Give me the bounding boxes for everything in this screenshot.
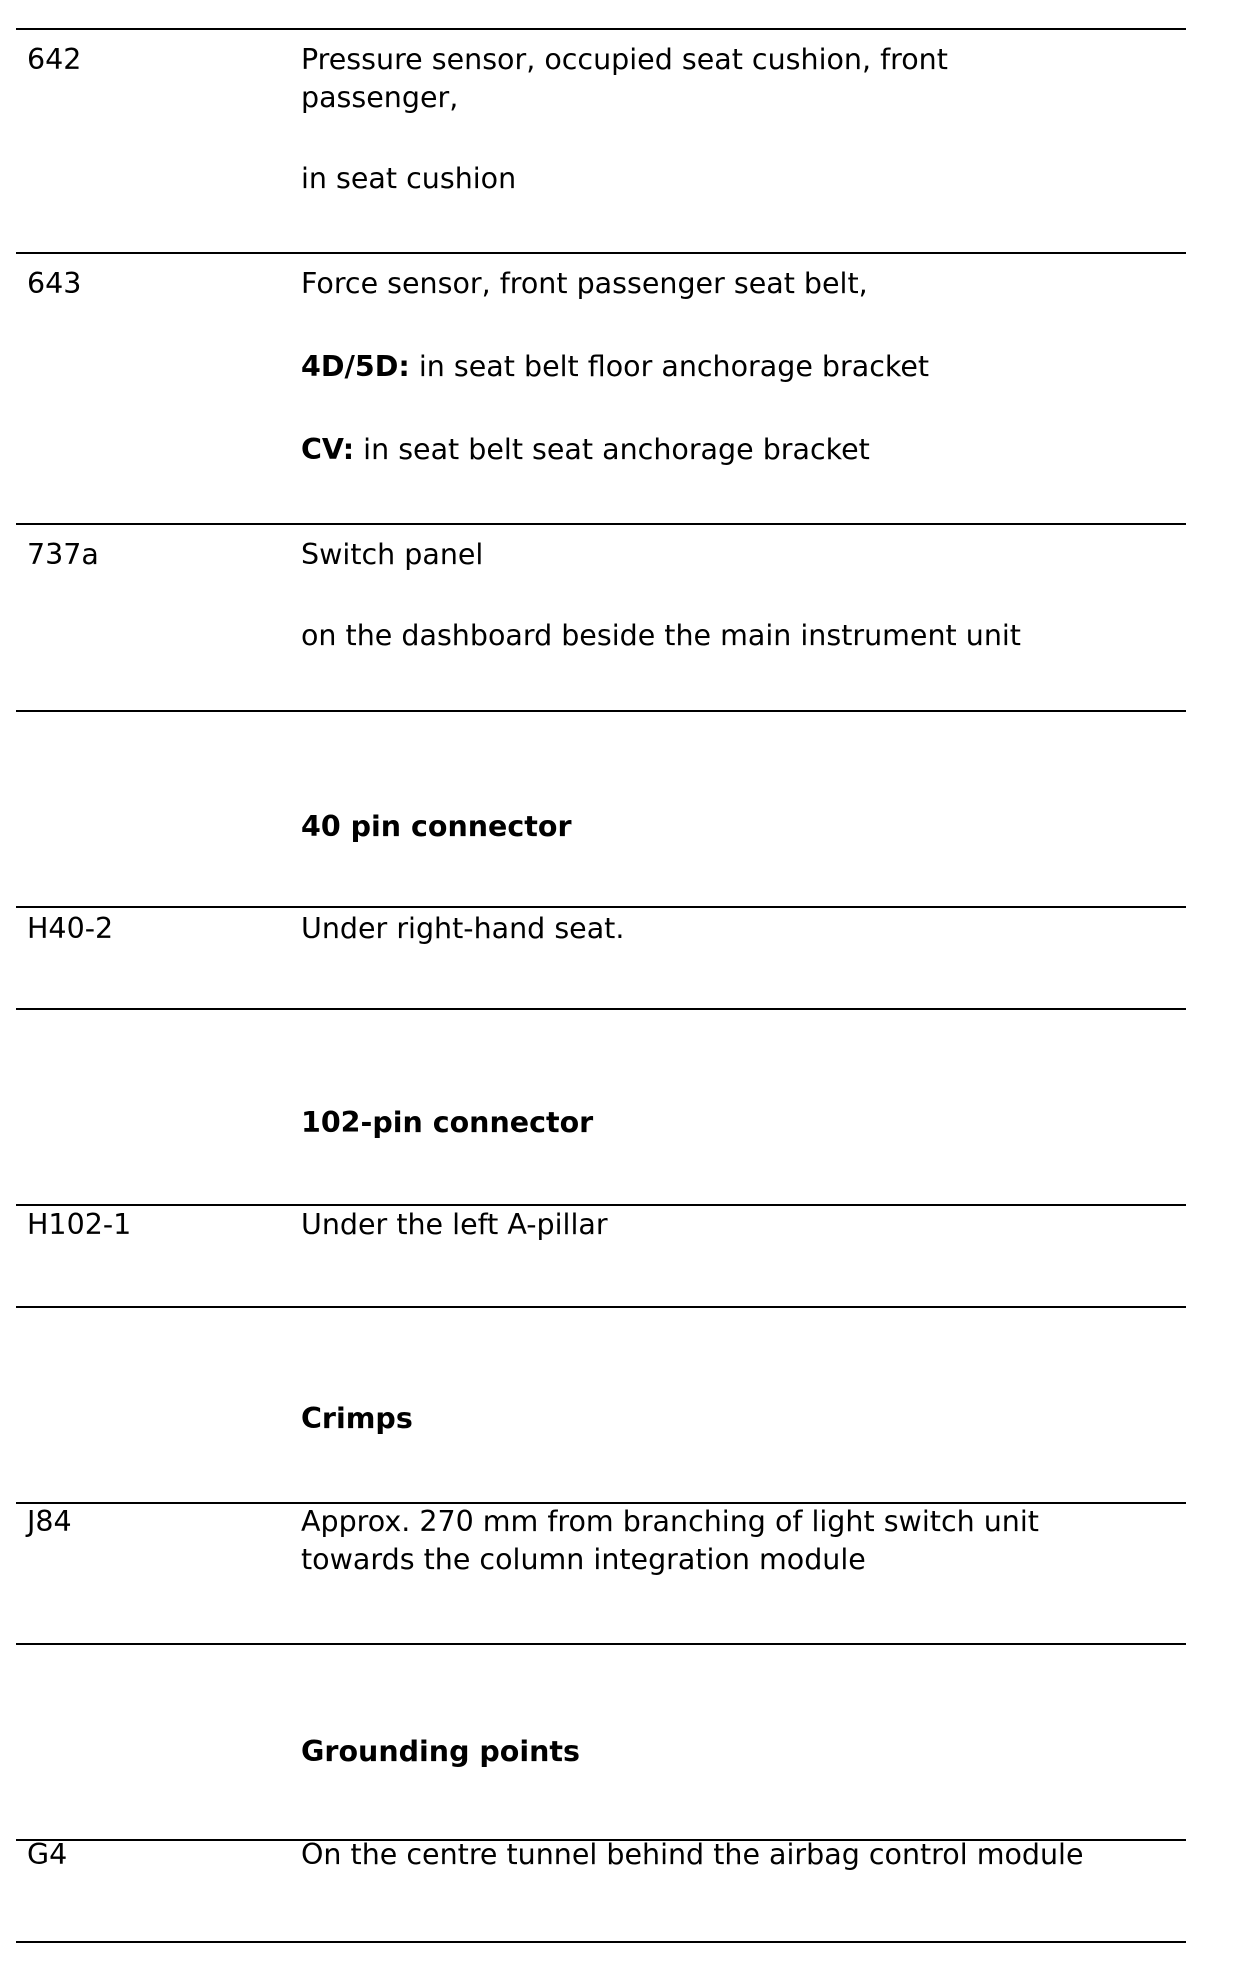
section-heading-crimps: Crimps: [301, 1402, 413, 1435]
component-code: G4: [27, 1838, 68, 1871]
row-divider: [16, 1306, 1186, 1308]
component-code: 737a: [27, 538, 99, 571]
component-location-cv: [301, 431, 1181, 469]
row-divider: [16, 710, 1186, 712]
row-divider: [16, 28, 1186, 30]
component-code: H102-1: [27, 1208, 132, 1241]
row-divider: [16, 523, 1186, 525]
component-location: On the centre tunnel behind the airbag control module: [301, 1838, 1084, 1871]
component-location: in seat cushion: [301, 162, 517, 195]
component-description: Force sensor, front passenger seat belt,: [301, 267, 868, 300]
row-divider: [16, 252, 1186, 254]
component-location: Under the left A-pillar: [301, 1208, 608, 1241]
variant-label: CV:: [301, 433, 355, 466]
variant-label: 4D/5D:: [301, 350, 410, 383]
variant-location: in seat belt floor anchorage bracket: [409, 350, 930, 383]
component-location: on the dashboard beside the main instrument unit: [301, 619, 1021, 652]
component-code: 643: [27, 267, 82, 300]
component-code: J84: [27, 1505, 72, 1538]
component-description: Switch panel: [301, 538, 484, 571]
row-divider: [16, 1008, 1186, 1010]
section-heading-102-pin-connector: 102-pin connector: [301, 1106, 594, 1139]
row-divider: [16, 906, 1186, 908]
section-heading-grounding-points: Grounding points: [301, 1735, 581, 1768]
component-code: 642: [27, 43, 82, 76]
section-heading-40-pin-connector: 40 pin connector: [301, 810, 572, 843]
variant-location: in seat belt seat anchorage bracket: [354, 433, 870, 466]
component-code: H40-2: [27, 912, 114, 945]
component-location: Under right-hand seat.: [301, 912, 625, 945]
row-divider: [16, 1643, 1186, 1645]
component-description: Pressure sensor, occupied seat cushion, front passenger,: [301, 43, 948, 114]
row-divider: [16, 1941, 1186, 1943]
component-location-4d5d: [301, 348, 1181, 386]
component-location: Approx. 270 mm from branching of light switch unit towards the column integration module: [301, 1505, 1039, 1576]
